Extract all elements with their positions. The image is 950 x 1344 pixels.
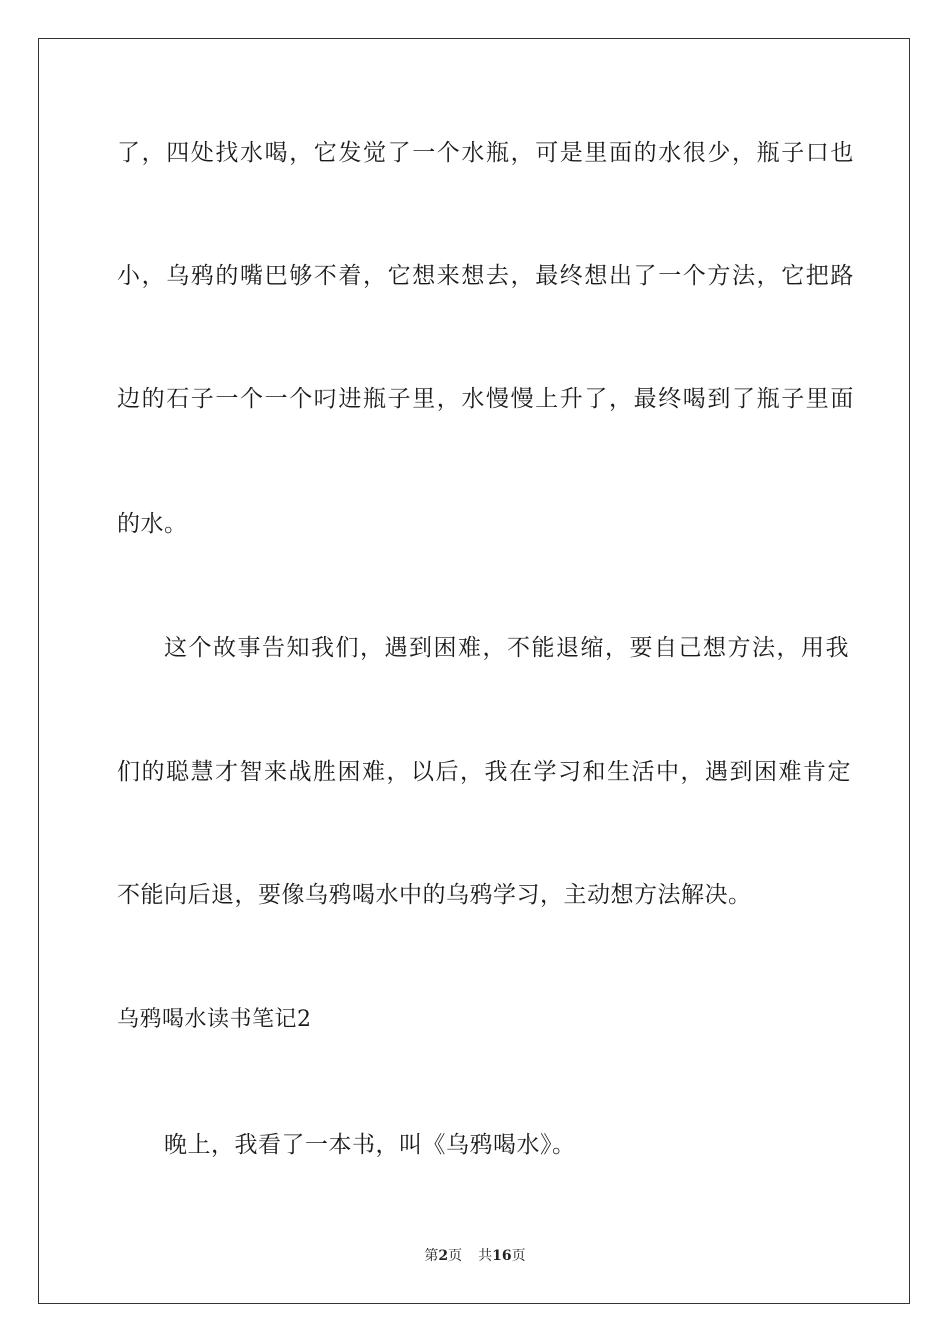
footer-page-suffix: 页 [448,1248,463,1264]
page-footer [0,1247,950,1265]
paragraph-line-1: 了，四处找水喝，它发觉了一个水瓶，可是里面的水很少，瓶子口也 [117,140,855,166]
footer-total-prefix: 共 [478,1248,493,1264]
paragraph-line-4: 的水。 [117,511,188,537]
paragraph-line-3: 边的石子一个一个叼进瓶子里，水慢慢上升了，最终喝到了瓶子里面 [117,386,855,412]
footer-total-pages: 16 [492,1248,512,1264]
paragraph-line-7: 不能向后退，要像乌鸦喝水中的乌鸦学习，主动想方法解决。 [117,882,752,908]
paragraph-line-5: 这个故事告知我们，遇到困难，不能退缩，要自己想方法，用我 [164,635,850,661]
footer-total-suffix: 页 [511,1248,526,1264]
footer-page-prefix: 第 [424,1248,439,1264]
page-border [38,38,910,1304]
paragraph-line-6: 们的聪慧才智来战胜困难，以后，我在学习和生活中，遇到困难肯定 [117,759,852,785]
paragraph-line-8: 晚上，我看了一本书，叫《乌鸦喝水》。 [164,1132,576,1158]
paragraph-line-2: 小，乌鸦的嘴巴够不着，它想来想去，最终想出了一个方法，它把路 [117,263,855,289]
footer-page-number: 2 [438,1248,449,1264]
section-heading: 乌鸦喝水读书笔记2 [117,1007,312,1032]
